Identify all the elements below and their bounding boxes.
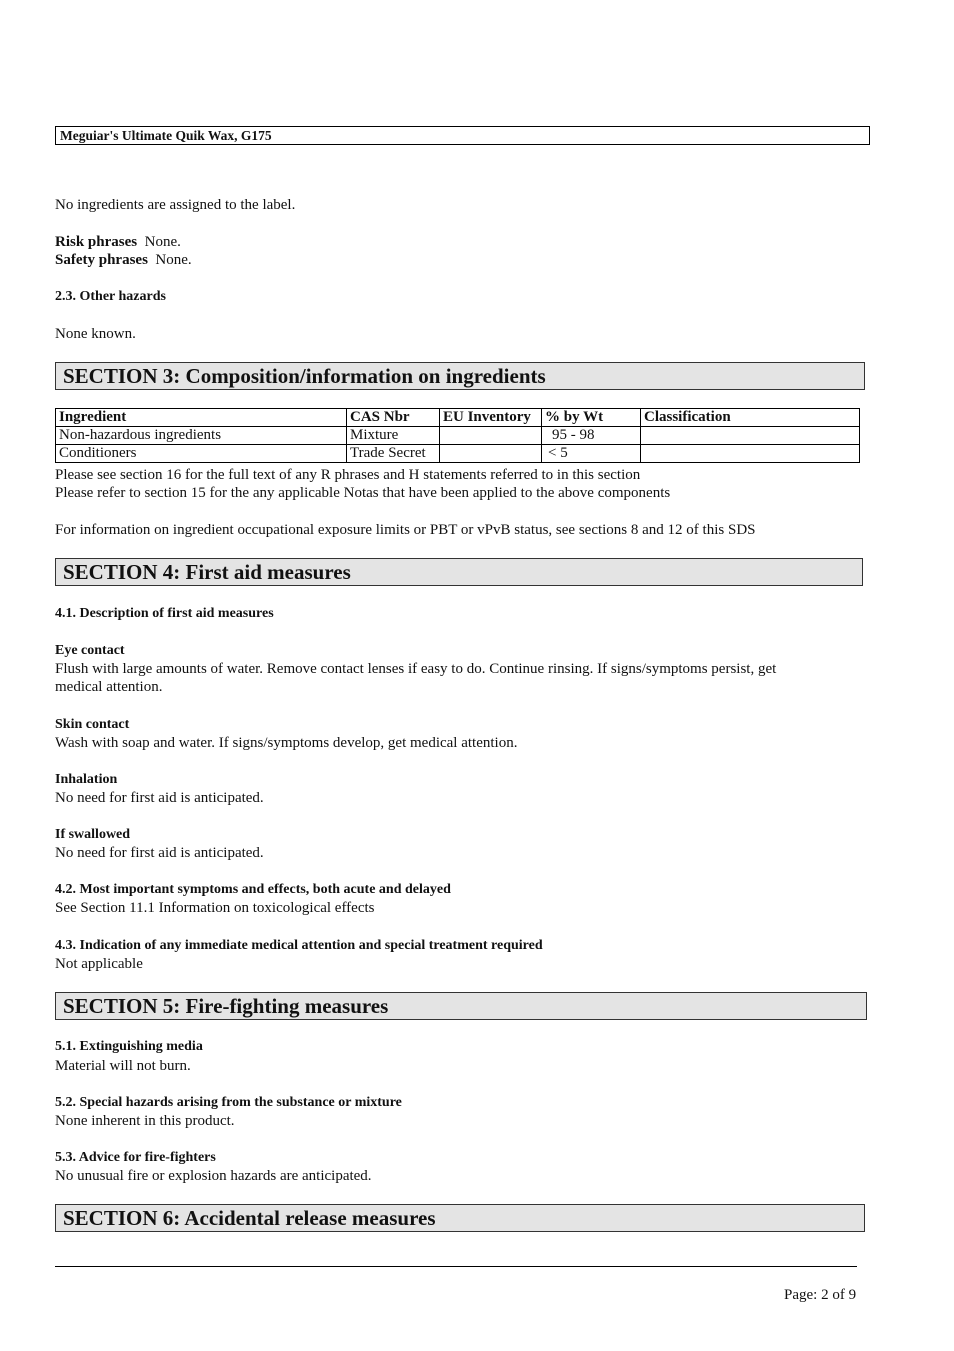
skin-contact-text: Wash with soap and water. If signs/symptoms develop, get medical attention. bbox=[55, 735, 518, 751]
heading-5-3-text: No unusual fire or explosion hazards are anticipated. bbox=[55, 1168, 372, 1184]
footer-divider bbox=[55, 1266, 857, 1267]
section-6-title: SECTION 6: Accidental release measures bbox=[55, 1204, 865, 1232]
risk-phrases-value: None. bbox=[144, 234, 181, 250]
if-swallowed-heading: If swallowed bbox=[55, 827, 131, 842]
cell-ingredient: Non-hazardous ingredients bbox=[56, 427, 347, 445]
cell-eu-inventory bbox=[440, 427, 542, 445]
cell-cas-nbr: Mixture bbox=[347, 427, 440, 445]
safety-phrases-value: None. bbox=[155, 252, 192, 268]
page-number: Page: 2 of 9 bbox=[784, 1287, 857, 1303]
heading-4-2-text: See Section 11.1 Information on toxicological effects bbox=[55, 900, 375, 916]
no-ingredients-text: No ingredients are assigned to the label. bbox=[55, 197, 296, 213]
table-header-row bbox=[56, 409, 860, 427]
heading-4-3-text: Not applicable bbox=[55, 956, 143, 972]
if-swallowed-text: No need for first aid is anticipated. bbox=[55, 845, 264, 861]
document-header: Meguiar's Ultimate Quik Wax, G175 bbox=[55, 126, 870, 145]
safety-phrases-label: Safety phrases bbox=[55, 252, 148, 268]
col-ingredient: Ingredient bbox=[56, 409, 347, 427]
section-4-title: SECTION 4: First aid measures bbox=[55, 558, 863, 586]
cell-eu-inventory bbox=[440, 445, 542, 463]
col-cas-nbr: CAS Nbr bbox=[347, 409, 440, 427]
eye-contact-text-line-1: Flush with large amounts of water. Remove contact lenses if easy to do. Continue rinsing. If signs/symptoms persist, get bbox=[55, 661, 777, 677]
safety-phrases-line bbox=[55, 251, 192, 269]
cell-classification bbox=[641, 445, 860, 463]
section-3-note-2: Please refer to section 15 for the any applicable Notas that have been applied to the above components bbox=[55, 485, 671, 501]
section-3-note-3: For information on ingredient occupational exposure limits or PBT or vPvB status, see sections 8 and 12 of this SDS bbox=[55, 522, 756, 538]
heading-5-3: 5.3. Advice for fire-fighters bbox=[55, 1150, 216, 1165]
heading-5-1: 5.1. Extinguishing media bbox=[55, 1039, 203, 1054]
eye-contact-heading: Eye contact bbox=[55, 643, 125, 658]
inhalation-text: No need for first aid is anticipated. bbox=[55, 790, 264, 806]
cell-ingredient: Conditioners bbox=[56, 445, 347, 463]
section-3-title: SECTION 3: Composition/information on ingredients bbox=[55, 362, 865, 390]
table-row bbox=[56, 445, 860, 463]
skin-contact-heading: Skin contact bbox=[55, 717, 130, 732]
inhalation-heading: Inhalation bbox=[55, 772, 118, 787]
cell-percent-by-wt: 95 - 98 bbox=[542, 427, 641, 445]
section-5-title: SECTION 5: Fire-fighting measures bbox=[55, 992, 867, 1020]
risk-phrases-label: Risk phrases bbox=[55, 234, 138, 250]
cell-cas-nbr: Trade Secret bbox=[347, 445, 440, 463]
col-classification: Classification bbox=[641, 409, 860, 427]
risk-phrases-line bbox=[55, 233, 181, 251]
heading-5-2: 5.2. Special hazards arising from the substance or mixture bbox=[55, 1095, 402, 1110]
eye-contact-text-line-2: medical attention. bbox=[55, 679, 163, 695]
heading-4-3: 4.3. Indication of any immediate medical attention and special treatment required bbox=[55, 938, 543, 953]
section-3-note-1: Please see section 16 for the full text of any R phrases and H statements referred to in this section bbox=[55, 467, 641, 483]
table-row bbox=[56, 427, 860, 445]
col-percent-by-wt: % by Wt bbox=[542, 409, 641, 427]
other-hazards-heading: 2.3. Other hazards bbox=[55, 289, 166, 304]
col-eu-inventory: EU Inventory bbox=[440, 409, 542, 427]
heading-5-1-text: Material will not burn. bbox=[55, 1058, 191, 1074]
heading-5-2-text: None inherent in this product. bbox=[55, 1113, 235, 1129]
heading-4-2: 4.2. Most important symptoms and effects, both acute and delayed bbox=[55, 882, 451, 897]
other-hazards-text: None known. bbox=[55, 326, 136, 342]
heading-4-1: 4.1. Description of first aid measures bbox=[55, 606, 274, 621]
ingredients-table bbox=[55, 408, 860, 463]
cell-percent-by-wt: < 5 bbox=[542, 445, 641, 463]
cell-classification bbox=[641, 427, 860, 445]
